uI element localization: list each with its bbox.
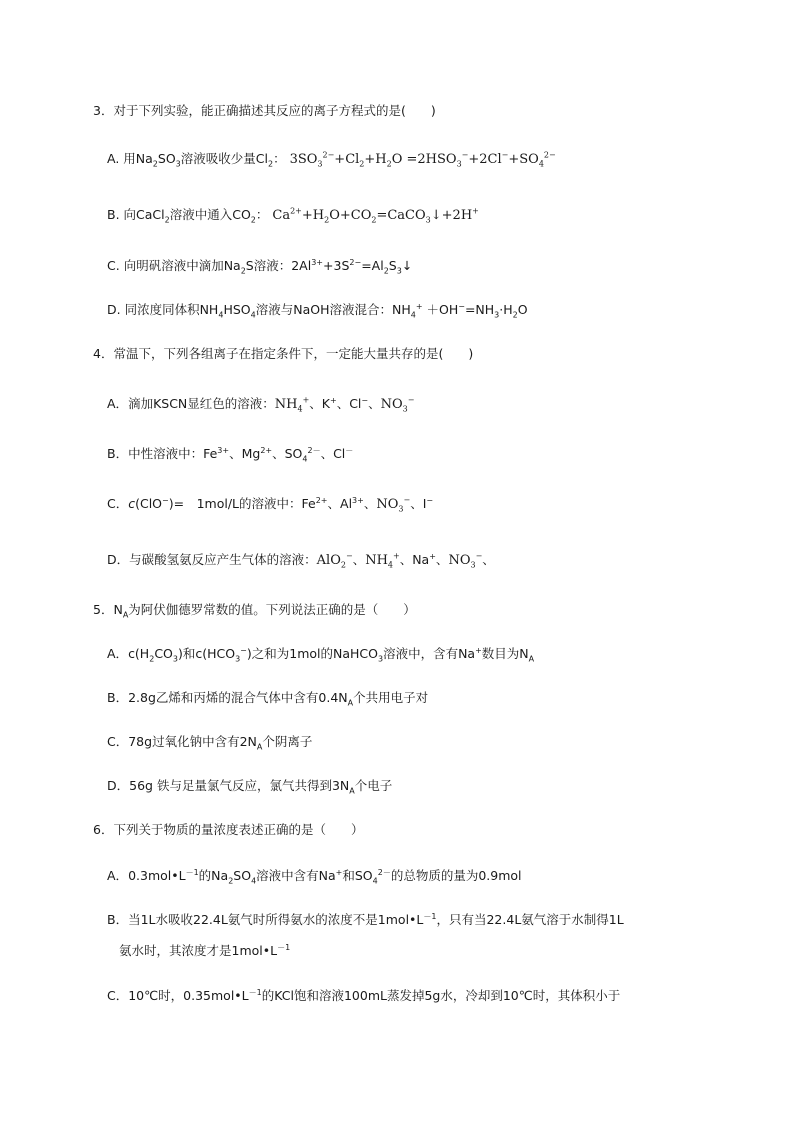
question-4-option-b: B．中性溶液中：$Fe^{3+}$、$Mg^{2+}$、$SO_4^{2-}$、Cl－: [107, 445, 354, 464]
question-4-option-a: A．滴加KSCN显红色的溶液：$NH_4^+$、K+、Cl−、$NO_3^-$: [107, 395, 415, 414]
question-5-option-d: D．56g 铁与足量氯气反应，氯气共得到$3N_A$个电子: [107, 778, 393, 796]
question-5-option-a: A．$c(H_2CO_3)$和$c(HCO_3^-)$之和为1mol的NaHCO$_3$溶液中，含有Na+数目为$N_A$: [107, 645, 535, 664]
question-3-option-b: B. 向CaCl$_2$溶液中通入$CO_2$： $Ca^{2+}+H_2O+CO_2=CaCO_3↓+2H^+$: [107, 206, 479, 225]
question-6-stem: 6．下列关于物质的量浓度表述正确的是（ ）: [93, 822, 364, 837]
question-4-option-d: D．与碳酸氢氨反应产生气体的溶液：AlO$_2$−、$NH_4^+$、Na+、$NO_3^-$、: [107, 551, 495, 570]
question-3-option-c: C. 向明矾溶液中滴加$Na_2S$溶液：$2Al^{3+}+3S^{2-}=Al_2S_3↓$: [107, 257, 413, 276]
question-3-stem: 3．对于下列实验，能正确描述其反应的离子方程式的是( ): [93, 103, 436, 118]
question-6-option-a: A．$0.3mol•L^{-1}$的$Na_2SO_4$溶液中含有Na+和$SO_4^{2-}$的总物质的量为0.9mol: [107, 867, 522, 886]
question-6-option-b: B．当1L水吸收22.4L氨气时所得氨水的浓度不是$1mol•L^{-1}$，只有当22.4L氨气溶于水制得1L: [107, 911, 624, 927]
question-5-option-b: B．2.8g乙烯和丙烯的混合气体中含有$0.4N_A$个共用电子对: [107, 690, 429, 708]
question-4-option-c: C．c(ClO−)= 1mol/L的溶液中：$Fe^{2+}$、$Al^{3+}$、$NO_3^-$、I−: [107, 495, 434, 514]
question-6-option-b-continued: 氨水时，其浓度才是$1mol•L^{-1}$: [119, 942, 291, 958]
question-3-option-d: D. 同浓度同体积$NH_4HSO_4$溶液与NaOH溶液混合：$NH_4^+ +OH^-=NH_3\cdot H_2O$: [107, 301, 528, 320]
question-4-stem: 4．常温下，下列各组离子在指定条件下，一定能大量共存的是( ): [93, 346, 474, 361]
question-3-option-a: A. 用$Na_2SO_3$溶液吸收少量$Cl_2$： $3SO_3^{2-}+Cl_2+H_2O =2HSO_3^-+2Cl^-+SO_4^{2-}$: [107, 150, 556, 169]
question-5-option-c: C．78g过氧化钠中含有$2N_A$个阴离子: [107, 734, 313, 752]
question-6-option-c: C．10℃时，$0.35mol•L^{-1}$的KCl饱和溶液100mL蒸发掉5g水，冷却到10℃时，其体积小于: [107, 987, 621, 1003]
ionic-equation: $3SO_3^{2-}+Cl_2+H_2O =2HSO_3^-+2Cl^-+SO_4^{2-}$: [289, 150, 556, 169]
question-5-stem: 5．$N_A$为阿伏伽德罗常数的值。下列说法正确的是（ ）: [93, 602, 416, 620]
ionic-equation: $Ca^{2+}+H_2O+CO_2=CaCO_3↓+2H^+$: [272, 206, 479, 225]
